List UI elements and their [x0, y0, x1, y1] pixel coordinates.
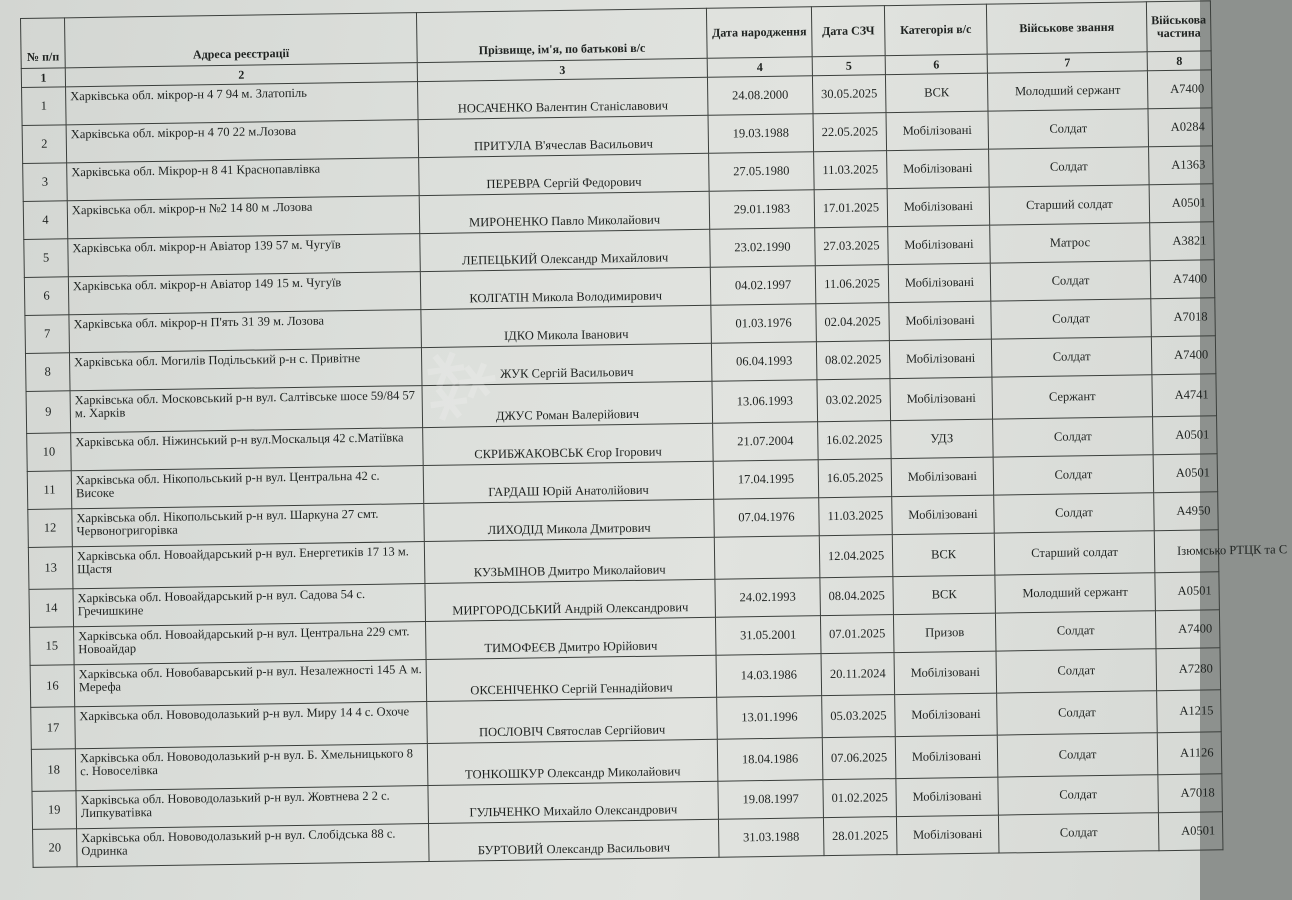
unit-cell: А7400 — [1155, 610, 1220, 649]
row-number: 20 — [33, 829, 78, 868]
szch-date-cell: 01.02.2025 — [823, 779, 897, 818]
row-number: 19 — [32, 791, 77, 830]
header-address: Адреса реєстрації — [65, 13, 418, 68]
unit-cell: А3821 — [1150, 222, 1215, 261]
category-cell: Мобілізовані — [890, 377, 993, 421]
rank-cell: Солдат — [996, 649, 1157, 693]
full-name-cell: НОСАЧЕНКО Валентин Станіславович — [417, 77, 708, 119]
table-wrapper — [20, 0, 1288, 868]
category-cell: Мобілізовані — [894, 651, 997, 695]
full-name-cell: БУРТОВИЙ Олександр Васильович — [428, 819, 719, 861]
szch-date-cell: 28.01.2025 — [823, 817, 897, 856]
table-body — [22, 70, 1288, 868]
full-name-cell: ДЖУС Роман Валерійович — [422, 381, 713, 427]
full-name-cell: КУЗЬМІНОВ Дмитро Миколайович — [424, 537, 715, 583]
birth-date-cell: 06.04.1993 — [711, 342, 817, 382]
category-cell: Мобілізовані — [889, 301, 992, 341]
address-cell: Харківська обл. Новоайдарський р-н вул. Садова 54 с. Гречишкине — [73, 584, 426, 627]
rank-cell: Солдат — [993, 455, 1154, 495]
rank-cell: Солдат — [989, 147, 1150, 187]
row-number: 5 — [24, 239, 69, 278]
birth-date-cell: 31.03.1988 — [718, 818, 824, 858]
szch-date-cell: 02.04.2025 — [816, 303, 890, 342]
rank-cell: Солдат — [993, 417, 1154, 457]
rank-cell: Сержант — [992, 375, 1153, 419]
address-cell: Харківська обл. мікрор-н №2 14 80 м .Лозова — [67, 196, 420, 239]
row-number: 13 — [28, 547, 73, 590]
column-index: 4 — [707, 57, 812, 78]
address-cell: Харківська обл. мікрор-н 4 7 94 м. Златопіль — [66, 82, 419, 125]
rank-cell: Молодший сержант — [995, 573, 1156, 613]
full-name-cell: МИРОНЕНКО Павло Миколайович — [419, 191, 710, 233]
column-index: 8 — [1147, 51, 1211, 71]
full-name-cell: ЛИХОДІД Микола Дмитрович — [424, 499, 715, 541]
szch-date-cell: 20.11.2024 — [821, 653, 895, 696]
row-number: 2 — [22, 125, 67, 164]
category-cell: Мобілізовані — [888, 263, 991, 303]
unit-cell: А0501 — [1155, 572, 1220, 611]
szch-date-cell: 30.05.2025 — [812, 75, 886, 114]
category-cell: Мобілізовані — [888, 225, 991, 265]
category-cell: Призов — [893, 613, 996, 653]
birth-date-cell: 31.05.2001 — [715, 616, 821, 656]
category-cell: Мобілізовані — [886, 111, 989, 151]
column-index: 3 — [417, 58, 707, 81]
row-number: 4 — [23, 201, 68, 240]
row-number: 1 — [22, 87, 67, 126]
address-cell: Харківська обл. мікрор-н П'ять 31 39 м. Лозова — [69, 310, 422, 353]
rank-cell: Солдат — [998, 775, 1159, 815]
row-number: 16 — [30, 665, 75, 708]
row-number: 15 — [30, 627, 75, 666]
address-cell: Харківська обл. Нікопольський р-н вул. Шаркуна 27 смт. Червоногригорівка — [72, 504, 425, 547]
address-cell: Харківська обл. Нікопольський р-н вул. Центральна 42 с. Високе — [71, 466, 424, 509]
address-cell: Харківська обл. Новобаварський р-н вул. Незалежності 145 А м. Мерефа — [74, 660, 427, 707]
column-index: 5 — [812, 56, 885, 76]
row-number: 17 — [31, 707, 76, 750]
unit-cell: А0284 — [1148, 108, 1213, 147]
birth-date-cell: 04.02.1997 — [710, 266, 816, 306]
birth-date-cell: 14.03.1986 — [716, 654, 822, 698]
szch-date-cell: 03.02.2025 — [817, 379, 891, 422]
szch-date-cell: 16.02.2025 — [818, 421, 892, 460]
unit-cell: А7018 — [1158, 774, 1223, 813]
row-number: 8 — [25, 353, 70, 392]
rank-cell: Солдат — [991, 337, 1152, 377]
row-number: 10 — [27, 433, 72, 472]
rank-cell: Солдат — [988, 109, 1149, 149]
column-index: 2 — [65, 63, 417, 87]
szch-date-cell: 11.06.2025 — [815, 265, 889, 304]
column-index: 7 — [987, 52, 1147, 73]
header-name: Прізвище, ім'я, по батькові в/с — [416, 8, 707, 62]
birth-date-cell: 13.06.1993 — [712, 380, 818, 424]
rank-cell: Солдат — [990, 261, 1151, 301]
rank-cell: Матрос — [990, 223, 1151, 263]
unit-cell: А1126 — [1157, 732, 1222, 775]
unit-cell: А7018 — [1151, 298, 1216, 337]
full-name-cell: СКРИБЖАКОВСЬК Єгор Ігорович — [423, 423, 714, 465]
rank-cell: Солдат — [991, 299, 1152, 339]
unit-cell: А7400 — [1147, 70, 1212, 109]
szch-date-cell: 16.05.2025 — [818, 459, 892, 498]
szch-date-cell: 08.04.2025 — [820, 577, 894, 616]
unit-cell: А7280 — [1156, 648, 1221, 691]
full-name-cell: ПОСЛОВІЧ Святослав Сергійович — [427, 697, 718, 743]
category-cell: ВСК — [893, 575, 996, 615]
rank-cell: Солдат — [998, 813, 1159, 853]
birth-date-cell: 24.08.2000 — [707, 76, 813, 116]
category-cell: Мобілізовані — [887, 149, 990, 189]
birth-date-cell: 23.02.1990 — [710, 228, 816, 268]
row-number: 11 — [27, 471, 72, 510]
full-name-cell: ТИМОФЕЄВ Дмитро Юрійович — [425, 617, 716, 659]
full-name-cell: МИРГОРОДСЬКИЙ Андрій Олександрович — [425, 579, 716, 621]
address-cell: Харківська обл. Нововодолазький р-н вул. Жовтнева 2 2 с. Липкуватівка — [76, 786, 429, 829]
category-cell: ВСК — [892, 533, 995, 577]
szch-date-cell: 05.03.2025 — [822, 695, 896, 738]
category-cell: УДЗ — [891, 419, 994, 459]
birth-date-cell: 01.03.1976 — [711, 304, 817, 344]
unit-cell: А0501 — [1153, 416, 1218, 455]
header-unit: Військова частина — [1146, 1, 1211, 52]
full-name-cell: КОЛГАТІН Микола Володимирович — [420, 267, 711, 309]
header-rank: Військове звання — [986, 2, 1147, 54]
birth-date-cell: 07.04.1976 — [714, 498, 820, 538]
birth-date-cell: 19.08.1997 — [718, 780, 824, 820]
category-cell: Мобілізовані — [887, 187, 990, 227]
birth-date-cell: 27.05.1980 — [709, 152, 815, 192]
address-cell: Харківська обл. Московський р-н вул. Салтівське шосе 59/84 57 м. Харків — [70, 386, 423, 433]
full-name-cell: ПРИТУЛА В'ячеслав Васильович — [418, 115, 709, 157]
address-cell: Харківська обл. Новоайдарський р-н вул. Енергетиків 17 13 м. Щастя — [72, 542, 425, 589]
birth-date-cell: 17.04.1995 — [713, 460, 819, 500]
category-cell: Мобілізовані — [896, 815, 999, 855]
header-category: Категорія в/с — [884, 4, 987, 56]
category-cell: Мобілізовані — [895, 735, 998, 779]
szch-date-cell: 07.01.2025 — [820, 615, 894, 654]
full-name-cell: ТОНКОШКУР Олександр Миколайович — [427, 739, 718, 785]
address-cell: Харківська обл. Новоайдарський р-н вул. Центральна 229 смт. Новоайдар — [74, 622, 427, 665]
category-cell: ВСК — [885, 73, 988, 113]
address-cell: Харківська обл. мікрор-н Авіатор 139 57 м. Чугуїв — [68, 234, 421, 277]
szch-date-cell: 11.03.2025 — [814, 151, 888, 190]
address-cell: Харківська обл. мікрор-н Авіатор 149 15 м. Чугуїв — [68, 272, 421, 315]
category-cell: Мобілізовані — [891, 457, 994, 497]
row-number: 12 — [28, 509, 73, 548]
address-cell: Харківська обл. Ніжинський р-н вул.Москальця 42 с.Матіївка — [71, 428, 424, 471]
szch-date-cell: 08.02.2025 — [816, 341, 890, 380]
header-birth-date: Дата народження — [706, 7, 812, 59]
category-cell: Мобілізовані — [892, 495, 995, 535]
unit-cell: Ізюмсько РТЦК та С — [1154, 530, 1219, 573]
birth-date-cell: 24.02.1993 — [715, 578, 821, 618]
address-cell: Харківська обл. Могилів Подільський р-н с. Привітне — [69, 348, 422, 391]
row-number: 6 — [24, 277, 69, 316]
szch-date-cell: 22.05.2025 — [813, 113, 887, 152]
full-name-cell: ГАРДАШ Юрій Анатолійович — [423, 461, 714, 503]
category-cell: Мобілізовані — [895, 693, 998, 737]
address-cell: Харківська обл. Нововодолазький р-н вул. Миру 14 4 с. Охоче — [75, 702, 428, 749]
unit-cell: А1363 — [1149, 146, 1214, 185]
szch-date-cell: 12.04.2025 — [819, 535, 893, 578]
rank-cell: Солдат — [997, 691, 1158, 735]
unit-cell: А0501 — [1153, 454, 1218, 493]
birth-date-cell: 18.04.1986 — [717, 738, 823, 782]
full-name-cell: ЖУК Сергій Васильович — [421, 343, 712, 385]
category-cell: Мобілізовані — [896, 777, 999, 817]
watermark: ⁂ — [404, 327, 514, 438]
birth-date-cell: 21.07.2004 — [713, 422, 819, 462]
rank-cell: Солдат — [995, 611, 1156, 651]
szch-date-cell: 11.03.2025 — [819, 497, 893, 536]
rank-cell: Старший солдат — [989, 185, 1150, 225]
rank-cell: Старший солдат — [994, 531, 1155, 575]
address-cell: Харківська обл. Мікрор-н 8 41 Краснопавлівка — [67, 158, 420, 201]
rank-cell: Солдат — [997, 733, 1158, 777]
rank-cell: Солдат — [994, 493, 1155, 533]
category-cell: Мобілізовані — [889, 339, 992, 379]
address-cell: Харківська обл. Нововодолазький р-н вул. Б. Хмельницького 8 с. Новоселівка — [75, 744, 428, 791]
full-name-cell: ПЕРЕВРА Сергій Федорович — [419, 153, 710, 195]
szch-date-cell: 17.01.2025 — [814, 189, 888, 228]
birth-date-cell: 13.01.1996 — [717, 696, 823, 740]
row-number: 9 — [26, 391, 71, 434]
unit-cell: А0501 — [1158, 812, 1223, 851]
header-szch-date: Дата СЗЧ — [811, 6, 885, 57]
unit-cell: А4741 — [1152, 374, 1217, 417]
row-number: 18 — [31, 749, 76, 792]
szch-date-cell: 07.06.2025 — [822, 737, 896, 780]
rank-cell: Молодший сержант — [987, 71, 1148, 111]
row-number: 7 — [25, 315, 70, 354]
birth-date-cell: 19.03.1988 — [708, 114, 814, 154]
personnel-table — [20, 0, 1288, 868]
address-cell: Харківська обл. Нововодолазький р-н вул. Слобідська 88 с. Одринка — [77, 824, 430, 867]
unit-cell: А4950 — [1154, 492, 1219, 531]
unit-cell: А7400 — [1150, 260, 1215, 299]
column-index: 6 — [885, 54, 987, 75]
full-name-cell: ІДКО Микола Іванович — [421, 305, 712, 347]
address-cell: Харківська обл. мікрор-н 4 70 22 м.Лозова — [66, 120, 419, 163]
unit-cell: А7400 — [1151, 336, 1216, 375]
full-name-cell: ГУЛЬЧЕНКО Михайло Олександрович — [428, 781, 719, 823]
birth-date-cell: 29.01.1983 — [709, 190, 815, 230]
row-number: 14 — [29, 589, 74, 628]
full-name-cell: ОКСЕНІЧЕНКО Сергій Геннадійович — [426, 655, 717, 701]
row-number: 3 — [23, 163, 68, 202]
full-name-cell: ЛЕПЕЦЬКИЙ Олександр Михайлович — [420, 229, 711, 271]
szch-date-cell: 27.03.2025 — [815, 227, 889, 266]
header-num: № п/п — [21, 18, 66, 69]
unit-cell: А1215 — [1157, 690, 1222, 733]
column-index: 1 — [21, 68, 65, 88]
birth-date-cell — [714, 536, 820, 580]
unit-cell: А0501 — [1149, 184, 1214, 223]
